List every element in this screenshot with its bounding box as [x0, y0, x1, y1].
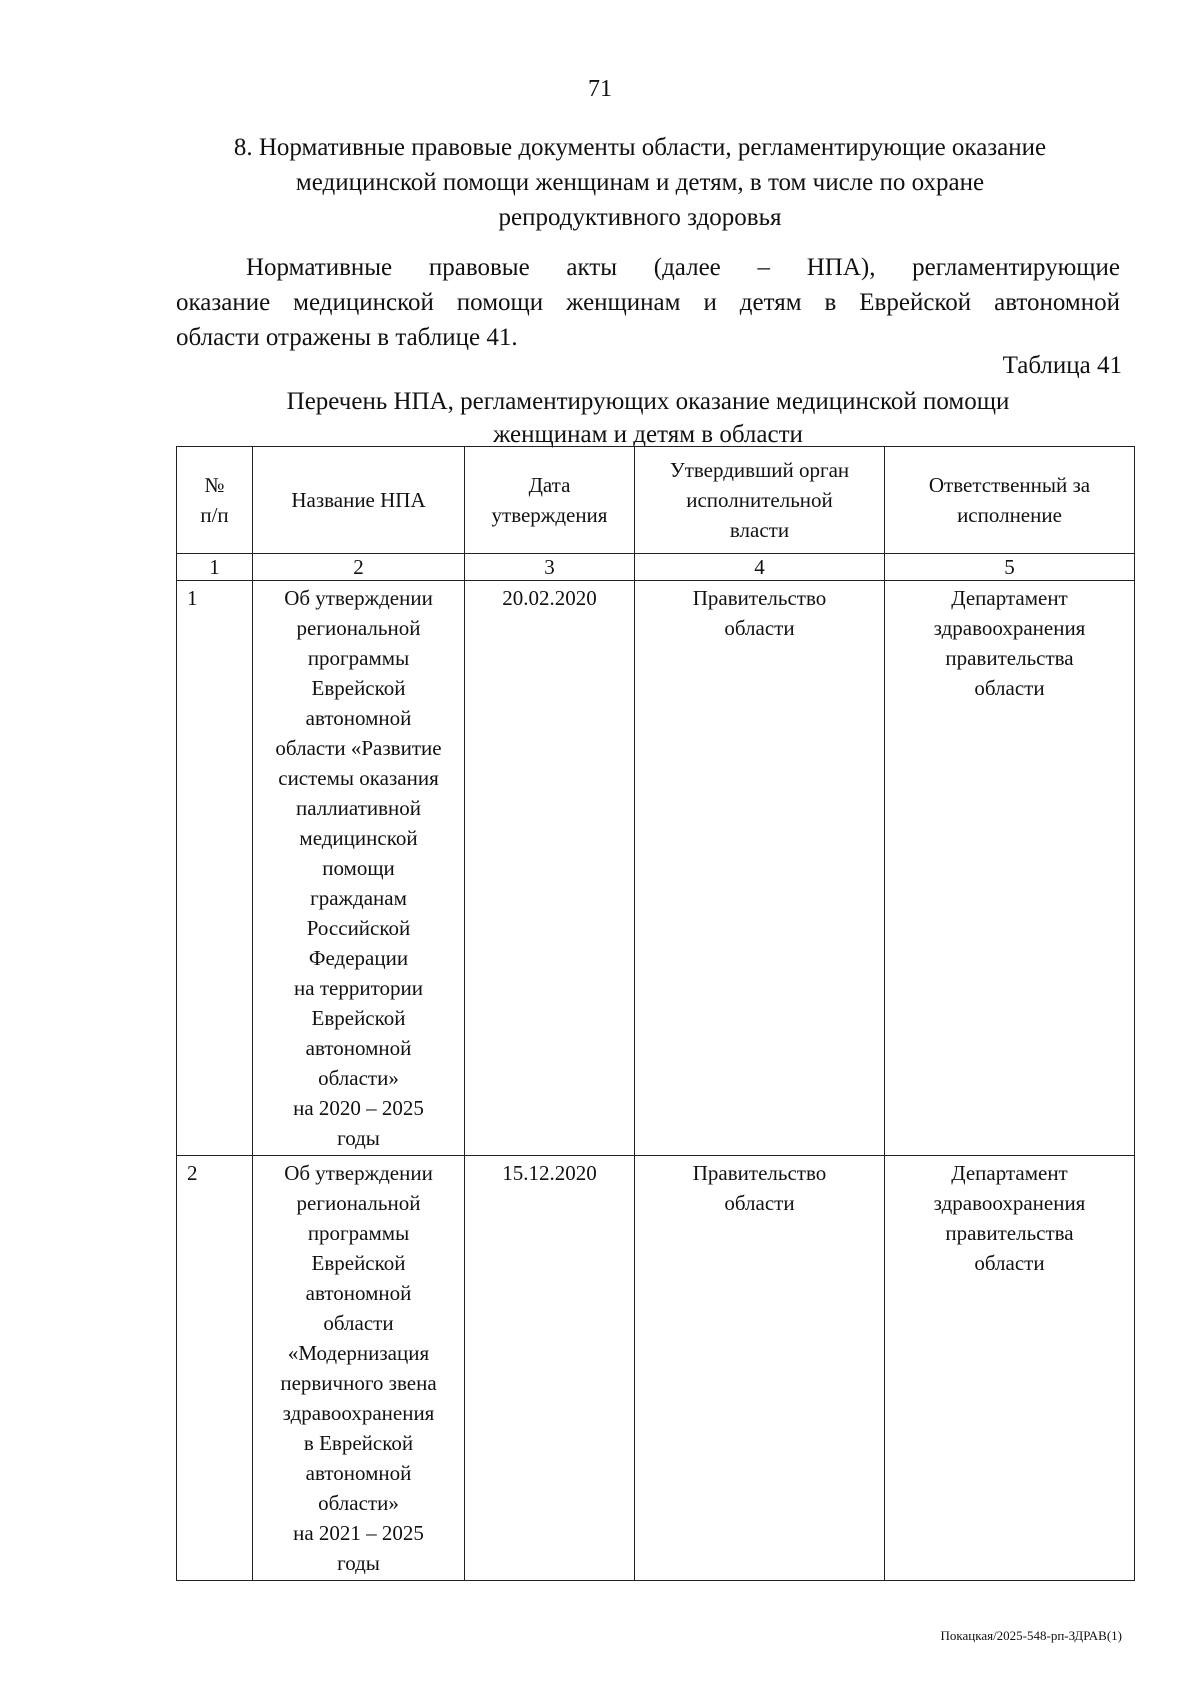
npa-name: Об утверждении региональной программы Еврейской автономной области «Развитие системы оказания паллиативной медицинской помощи гражданам Российской Федерации на территории Еврейской автономной области» на 2020 – 2025 годы	[253, 581, 465, 1156]
section-heading	[160, 130, 1120, 235]
header-approval-date: Дата утверждения	[465, 447, 635, 554]
approving-authority: Правительство области	[635, 1156, 885, 1581]
table-row	[177, 581, 1135, 1156]
page-number: 71	[588, 76, 612, 102]
intro-line: оказание медицинской помощи женщинам и детям в Еврейской автономной	[176, 289, 1120, 316]
intro-line: Нормативные правовые акты (далее – НПА), регламентирующие	[246, 254, 1120, 281]
header-approving-authority: Утвердивший орган исполнительной власти	[635, 447, 885, 554]
responsible-body: Департамент здравоохранения правительства области	[885, 581, 1135, 1156]
table-row	[177, 1156, 1135, 1581]
document-code: Покацкая/2025-548-рп-ЗДРАВ(1)	[940, 1628, 1122, 1643]
column-number: 3	[465, 554, 635, 581]
header-npa-name: Название НПА	[253, 447, 465, 554]
column-number-row	[177, 554, 1135, 581]
intro-paragraph	[176, 250, 1120, 355]
table-label: Таблица 41	[1002, 352, 1122, 379]
column-number: 5	[885, 554, 1135, 581]
table-title	[176, 385, 1120, 451]
approving-authority: Правительство области	[635, 581, 885, 1156]
npa-table	[176, 446, 1135, 1581]
table-header-row	[177, 447, 1135, 554]
table-title-line: Перечень НПА, регламентирующих оказание медицинской помощи	[286, 388, 1010, 415]
table-title-line: женщинам и детям в области	[493, 421, 803, 448]
column-number: 1	[177, 554, 253, 581]
section-heading-line: медицинской помощи женщинам и детям, в том числе по охране	[295, 169, 985, 196]
intro-line: области отражены в таблице 41.	[176, 324, 518, 351]
header-number: № п/п	[177, 447, 253, 554]
npa-name: Об утверждении региональной программы Еврейской автономной области «Модернизация первичного звена здравоохранения в Еврейской автономной области» на 2021 – 2025 годы	[253, 1156, 465, 1581]
row-number: 1	[177, 581, 253, 1156]
section-heading-line: 8. Нормативные правовые документы области, регламентирующие оказание	[233, 134, 1047, 161]
section-heading-line: репродуктивного здоровья	[498, 204, 782, 231]
responsible-body: Департамент здравоохранения правительства области	[885, 1156, 1135, 1581]
column-number: 4	[635, 554, 885, 581]
row-number: 2	[177, 1156, 253, 1581]
approval-date: 20.02.2020	[465, 581, 635, 1156]
column-number: 2	[253, 554, 465, 581]
header-responsible: Ответственный за исполнение	[885, 447, 1135, 554]
approval-date: 15.12.2020	[465, 1156, 635, 1581]
